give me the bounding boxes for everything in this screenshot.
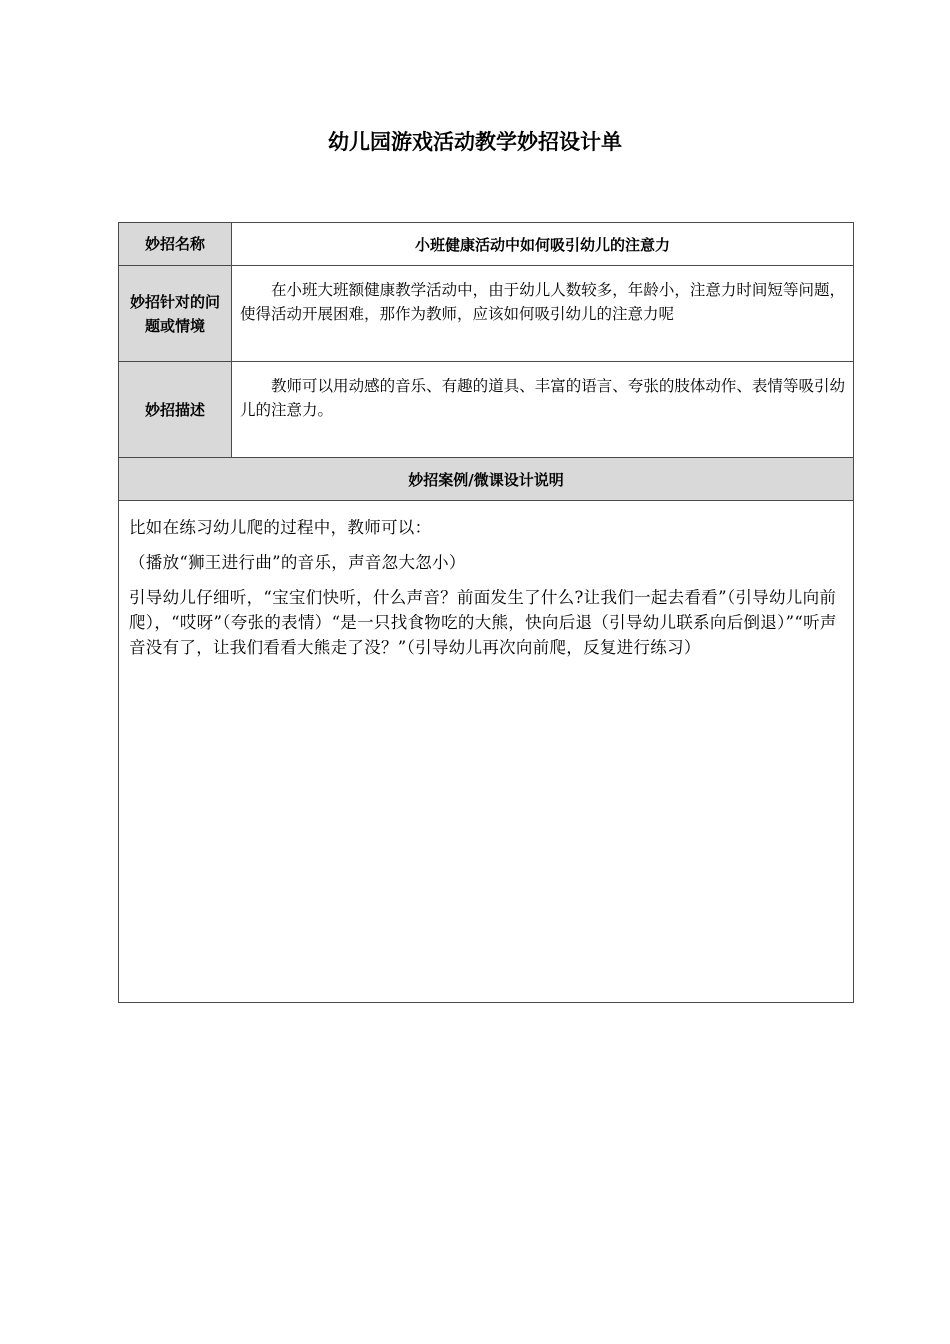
case-section-header: 妙招案例/微课设计说明	[119, 458, 854, 501]
case-paragraph: （播放“狮王进行曲”的音乐，声音忽大忽小）	[129, 553, 466, 572]
case-section-body	[119, 501, 854, 1003]
form-row-problem	[119, 266, 854, 362]
label-description: 妙招描述	[119, 362, 232, 458]
value-tip-name: 小班健康活动中如何吸引幼儿的注意力	[232, 223, 854, 266]
label-problem-text: 妙招针对的问题或情境	[129, 292, 220, 335]
form-row-case-body	[119, 501, 854, 1003]
form-row-name	[119, 223, 854, 266]
case-paragraph: 引导幼儿仔细听，“宝宝们快听，什么声音？前面发生了什么?让我们一起去看看”（引导幼儿向前爬），“哎呀”（夸张的表情）“是一只找食物吃的大熊，快向后退（引导幼儿联系向后倒退）”“听声音没有了，让我们看看大熊走了没？”（引导幼儿再次向前爬，反复进行练习）	[129, 588, 837, 657]
label-problem	[119, 266, 232, 362]
document-title: 幼儿园游戏活动教学妙招设计单	[328, 130, 622, 154]
form-row-case-header	[119, 458, 854, 501]
case-paragraph: 比如在练习幼儿爬的过程中，教师可以：	[129, 518, 432, 537]
value-description: 教师可以用动感的音乐、有趣的道具、丰富的语言、夸张的肢体动作、表情等吸引幼儿的注意力。	[232, 362, 854, 458]
label-tip-name: 妙招名称	[119, 223, 232, 266]
value-problem: 在小班大班额健康教学活动中，由于幼儿人数较多，年龄小，注意力时间短等问题，使得活动开展困难，那作为教师，应该如何吸引幼儿的注意力呢	[232, 266, 854, 362]
design-form-table	[118, 222, 854, 1003]
form-row-description	[119, 362, 854, 458]
